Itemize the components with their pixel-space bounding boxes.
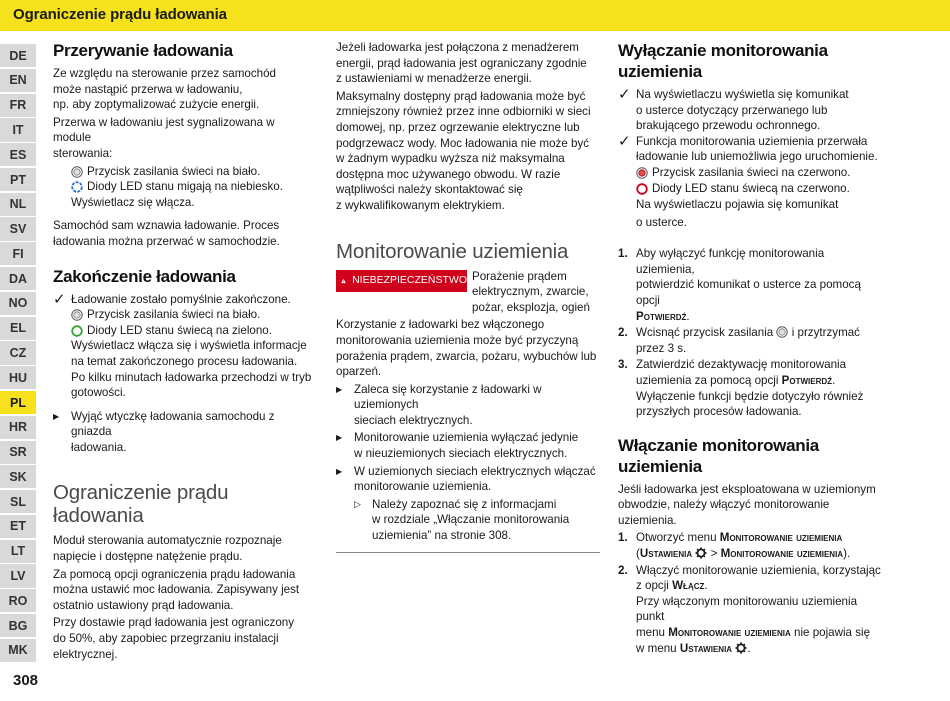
danger-text: Porażenie prądem elektrycznym, zwarcie, pożar, eksplozja, ogień: [472, 269, 590, 314]
triangle-bullet-icon: ▶: [53, 411, 60, 421]
language-tab-sv[interactable]: SV: [0, 217, 36, 240]
paragraph: Za pomocą opcji ograniczenia prądu ładowania można ustawić moc ładowania. Zapisywany jest ostatnio ustawiony prąd ładowania.: [53, 567, 300, 612]
step-number: 1.: [618, 531, 628, 545]
language-tab-hu[interactable]: HU: [0, 366, 36, 389]
language-tab-el[interactable]: EL: [0, 317, 36, 340]
header-bar: [0, 0, 950, 31]
step-number: 2.: [618, 563, 628, 577]
paragraph: Moduł sterowania automatycznie rozpoznaje napięcie i dostępne natężenie prądu.: [53, 534, 282, 564]
language-tab-fi[interactable]: FI: [0, 242, 36, 265]
language-tab-hr[interactable]: HR: [0, 416, 36, 439]
language-tab-et[interactable]: ET: [0, 515, 36, 538]
list-item: Przycisk zasilania świeci na czerwono.: [618, 165, 884, 181]
language-tab-sk[interactable]: SK: [0, 465, 36, 488]
list-item: Diody LED stanu migają na niebiesko.: [53, 179, 315, 195]
notice-divider: [336, 552, 600, 553]
step-item: 3. Zatwierdzić dezaktywację monitorowania uziemienia za pomocą opcji Potwierdź. Wyłączenie funkcji będzie dotyczyło również przyszłych procesów ładowania.: [618, 358, 864, 419]
power-button-red-icon: [636, 167, 648, 179]
step-item: 2. Włączyć monitorowanie uziemienia, korzystając z opcji Włącz. Przy włączonym monitorowaniu uziemienia punkt menu Monitorowanie uziemienia nie pojawia się w menu Ustawienia .: [618, 563, 881, 655]
paragraph: Przy dostawie prąd ładowania jest ograniczony do 50%, aby zapobiec przegrzaniu instalacji elektrycznej.: [53, 616, 295, 661]
paragraph: Samochód sam wznawia ładowanie. Proces ładowania można przerwać w samochodzie.: [53, 219, 280, 248]
paragraph: Ze względu na sterowanie przez samochód może nastąpić przerwa w ładowaniu, np. aby zoptymalizować zużycie energii.: [53, 67, 276, 112]
page-header-title: Ograniczenie prądu ładowania: [13, 6, 227, 23]
sub-instruction-item: ▷ Należy zapoznać się z informacjami w rozdziale „Włączanie monitorowania uziemienia” na stronie 308.: [354, 497, 570, 543]
triangle-bullet-icon: ▶: [336, 466, 343, 476]
step-number: 2.: [618, 326, 628, 340]
step-item: 2. Wcisnąć przycisk zasilania i przytrzymać przez 3 s.: [618, 326, 860, 355]
column-3: [618, 40, 884, 657]
paragraph: Maksymalny dostępny prąd ładowania może być zmniejszony również przez inne odbiorniki w sieci domowej, np. przez ogrzewanie elektryczne lub podgrzewacz wody. Moc ładowania nie może być w żadnym wypadku wyższa niż maksymalna dostępna moc używanego obwodu. W razie wątpliwości należy skontaktować się z wykwalifikowanym elektrykiem.: [336, 89, 591, 212]
status-led-blue-icon: [71, 181, 83, 193]
language-tab-it[interactable]: IT: [0, 118, 36, 141]
list-item: Diody LED stanu świecą na zielono.: [53, 323, 315, 339]
heading-zakonczenie: Zakończenie ładowania: [53, 266, 236, 286]
heading-ograniczenie: Ograniczenie prądu ładowania: [53, 481, 229, 528]
danger-notice: [336, 269, 600, 316]
power-button-icon: [776, 326, 788, 338]
step-number: 1.: [618, 247, 628, 261]
check-item: ✓ Ładowanie zostało pomyślnie zakończone.: [53, 290, 291, 308]
heading-monitorowanie: Monitorowanie uziemienia: [336, 239, 569, 263]
instruction-item: ▶ Wyjąć wtyczkę ładowania samochodu z gniazda ładowania.: [53, 409, 275, 454]
instruction-item: ▶ Zaleca się korzystanie z ładowarki w uziemionych sieciach elektrycznych.: [336, 382, 542, 427]
language-tab-no[interactable]: NO: [0, 292, 36, 315]
status-led-red-icon: [636, 183, 648, 195]
list-item: Przycisk zasilania świeci na biało.: [53, 164, 315, 180]
list-item: Diody LED stanu świecą na czerwono.: [618, 181, 884, 197]
paragraph: Jeżeli ładowarka jest połączona z menadżerem energii, prąd ładowania jest ograniczany zgodnie z ustawieniami w menadżerze energii.: [336, 41, 587, 86]
check-icon: ✓: [618, 132, 631, 150]
column-2: [336, 40, 600, 553]
column-1: [53, 40, 315, 664]
check-icon: ✓: [618, 86, 631, 103]
language-tab-pl[interactable]: PL: [0, 391, 36, 414]
language-tab-da[interactable]: DA: [0, 267, 36, 290]
language-tab-fr[interactable]: FR: [0, 94, 36, 117]
list-item: Wyświetlacz włącza się i wyświetla informacje na temat zakończonego procesu ładowania. Po kilku minutach ładowarka przechodzi w tryb gotowości.: [71, 339, 312, 400]
step-item: 1. Aby wyłączyć funkcję monitorowania uziemienia, potwierdzić komunikat o usterce za pomocą opcji Potwierdź.: [618, 247, 861, 323]
language-tab-mk[interactable]: MK: [0, 639, 36, 662]
heading-wlaczanie: Włączanie monitorowania uziemienia: [618, 435, 819, 476]
language-tab-es[interactable]: ES: [0, 143, 36, 166]
language-tab-en[interactable]: EN: [0, 69, 36, 92]
cross-reference-link[interactable]: uziemienia” na stronie 308.: [372, 529, 512, 543]
power-button-icon: [71, 166, 83, 178]
check-icon: ✓: [53, 290, 66, 308]
gear-icon: [695, 547, 707, 559]
language-tab-sl[interactable]: SL: [0, 490, 36, 513]
list-item: Na wyświetlaczu pojawia się komunikat o usterce.: [636, 198, 839, 230]
power-button-icon: [71, 309, 83, 321]
gear-icon: [735, 642, 747, 654]
language-tab-ro[interactable]: RO: [0, 589, 36, 612]
page-number: 308: [13, 672, 39, 689]
language-sidebar: [0, 44, 36, 664]
language-tab-lt[interactable]: LT: [0, 540, 36, 563]
warning-triangle-icon: [341, 275, 346, 287]
step-number: 3.: [618, 358, 628, 372]
paragraph: Jeśli ładowarka jest eksploatowana w uziemionym obwodzie, należy włączyć monitorowanie uziemienia.: [618, 482, 876, 527]
check-item: ✓ Na wyświetlaczu wyświetla się komunikat o usterce dotyczący przerwanego lub brakującego przewodu ochronnego.: [618, 86, 849, 133]
language-tab-bg[interactable]: BG: [0, 614, 36, 637]
paragraph: Korzystanie z ładowarki bez włączonego monitorowania uziemienia może być przyczyną porażenia prądem, zwarcia, pożaru, wybuchów lub oparzeń.: [336, 318, 597, 379]
triangle-bullet-icon: ▶: [336, 433, 343, 443]
instruction-item: ▶ W uziemionych sieciach elektrycznych włączać monitorowanie uziemienia.: [336, 464, 596, 494]
heading-przerywanie: Przerywanie ładowania: [53, 41, 233, 60]
list-item: Wyświetlacz się włącza.: [71, 195, 195, 209]
language-tab-cz[interactable]: CZ: [0, 341, 36, 364]
language-tab-lv[interactable]: LV: [0, 564, 36, 587]
language-tab-nl[interactable]: NL: [0, 193, 36, 216]
heading-wylaczanie: Wyłączanie monitorowania uziemienia: [618, 41, 828, 81]
language-tab-sr[interactable]: SR: [0, 441, 36, 464]
paragraph: Przerwa w ładowaniu jest sygnalizowana w module sterowania:: [53, 115, 275, 160]
step-item: 1. Otworzyć menu Monitorowanie uziemienia (Ustawienia > Monitorowanie uziemienia).: [618, 531, 851, 561]
hollow-triangle-bullet-icon: ▷: [354, 498, 361, 509]
triangle-bullet-icon: ▶: [336, 384, 343, 394]
language-tab-de[interactable]: DE: [0, 44, 36, 67]
list-item: Przycisk zasilania świeci na biało.: [53, 307, 315, 323]
danger-badge: NIEBEZPIECZEŃSTWO: [336, 270, 467, 292]
language-tab-pt[interactable]: PT: [0, 168, 36, 191]
status-led-green-icon: [71, 325, 83, 337]
instruction-item: ▶ Monitorowanie uziemienia wyłączać jedynie w nieuziemionych sieciach elektrycznych.: [336, 431, 579, 461]
check-item: ✓ Funkcja monitorowania uziemienia przerwała ładowanie lub uniemożliwia jego uruchomienie.: [618, 132, 878, 164]
